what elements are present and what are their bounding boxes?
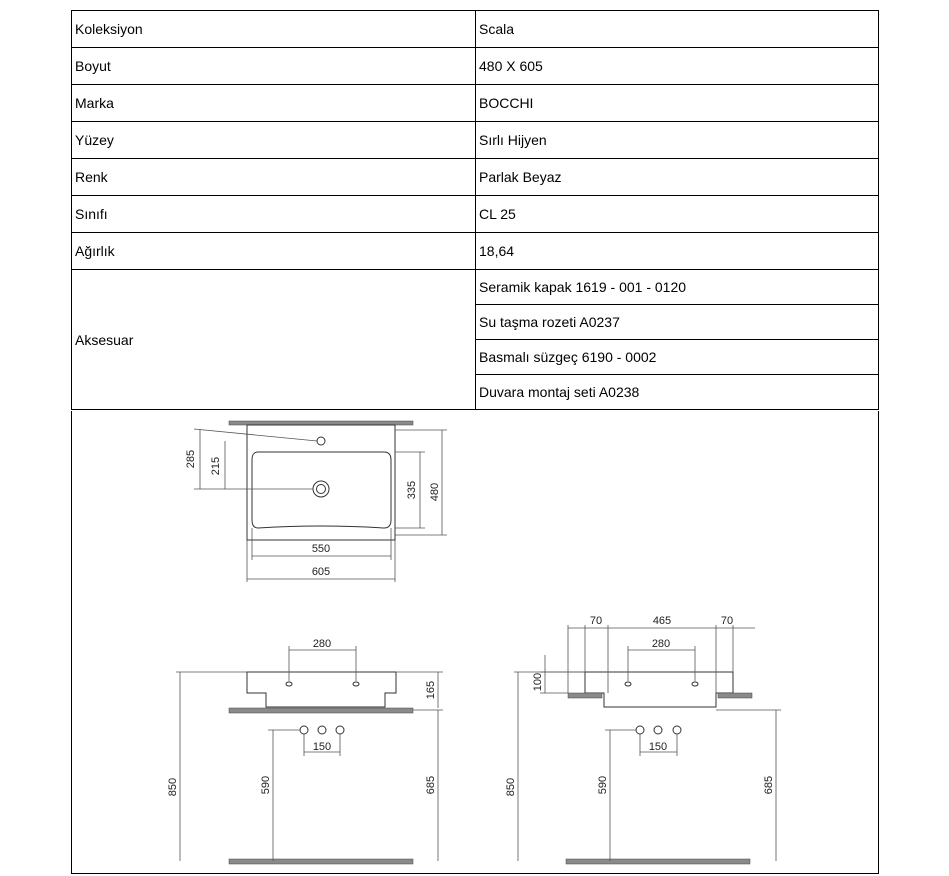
valve-hole bbox=[636, 726, 644, 734]
counter-strip bbox=[229, 708, 413, 713]
accessory-item: Su taşma rozeti A0237 bbox=[476, 305, 879, 340]
dim-335-label: 335 bbox=[406, 480, 418, 500]
basin-front bbox=[585, 672, 733, 707]
basin-front bbox=[247, 672, 396, 707]
dim-685-label: 685 bbox=[425, 775, 437, 795]
dim-280-label: 280 bbox=[651, 638, 671, 650]
spec-key: Yüzey bbox=[72, 122, 476, 159]
hole bbox=[625, 682, 631, 686]
basin-outline bbox=[247, 425, 395, 540]
dim-100-label: 100 bbox=[532, 672, 544, 692]
floor-strip bbox=[566, 859, 750, 864]
drain-outer bbox=[313, 481, 329, 497]
dim-70a-label: 70 bbox=[589, 615, 603, 627]
dim-480-label: 480 bbox=[429, 482, 441, 502]
ext-line bbox=[194, 429, 317, 441]
bracket-right bbox=[718, 693, 752, 698]
valve-hole bbox=[318, 726, 326, 734]
spec-key: Sınıfı bbox=[72, 196, 476, 233]
floor-strip bbox=[229, 859, 413, 864]
top-view bbox=[185, 421, 447, 582]
tap-hole bbox=[317, 437, 325, 445]
accessory-item: Seramik kapak 1619 - 001 - 0120 bbox=[476, 270, 879, 305]
accessory-item: Duvara montaj seti A0238 bbox=[476, 375, 879, 410]
spec-key: Ağırlık bbox=[72, 233, 476, 270]
spec-value: Sırlı Hijyen bbox=[476, 122, 879, 159]
dim-685-label: 685 bbox=[763, 775, 775, 795]
dim-280-label: 280 bbox=[312, 638, 332, 650]
dim-850-label: 850 bbox=[505, 777, 517, 797]
dim-150-label: 150 bbox=[312, 741, 332, 753]
valve-hole bbox=[300, 726, 308, 734]
drain-inner bbox=[317, 485, 326, 494]
dim-605-label: 605 bbox=[311, 566, 331, 578]
valve-hole bbox=[654, 726, 662, 734]
spec-value: Scala bbox=[476, 11, 879, 48]
spec-key: Koleksiyon bbox=[72, 11, 476, 48]
dim-165-label: 165 bbox=[425, 680, 437, 700]
dim-215-label: 215 bbox=[210, 456, 222, 476]
dim-465-label: 465 bbox=[652, 615, 672, 627]
spec-value: BOCCHI bbox=[476, 85, 879, 122]
basin-bowl bbox=[252, 452, 391, 528]
hole bbox=[286, 682, 292, 686]
hole bbox=[353, 682, 359, 686]
dim-285-label: 285 bbox=[185, 449, 197, 469]
dim-590-label: 590 bbox=[597, 775, 609, 795]
bracket-left bbox=[568, 693, 602, 698]
spec-key: Boyut bbox=[72, 48, 476, 85]
wall-view bbox=[505, 615, 781, 864]
spec-value: 480 X 605 bbox=[476, 48, 879, 85]
spec-key: Renk bbox=[72, 159, 476, 196]
spec-value: Parlak Beyaz bbox=[476, 159, 879, 196]
dim-550-label: 550 bbox=[311, 543, 331, 555]
valve-hole bbox=[673, 726, 681, 734]
valve-hole bbox=[336, 726, 344, 734]
dim-850-label: 850 bbox=[167, 777, 179, 797]
wall-strip bbox=[229, 421, 413, 425]
dim-150-label: 150 bbox=[648, 741, 668, 753]
hole bbox=[692, 682, 698, 686]
spec-key: Marka bbox=[72, 85, 476, 122]
dim-70b-label: 70 bbox=[720, 615, 734, 627]
accessory-key: Aksesuar bbox=[72, 270, 476, 410]
dim-590-label: 590 bbox=[260, 775, 272, 795]
front-view bbox=[167, 638, 443, 864]
accessory-item: Basmalı süzgeç 6190 - 0002 bbox=[476, 340, 879, 375]
spec-value: CL 25 bbox=[476, 196, 879, 233]
spec-value: 18,64 bbox=[476, 233, 879, 270]
